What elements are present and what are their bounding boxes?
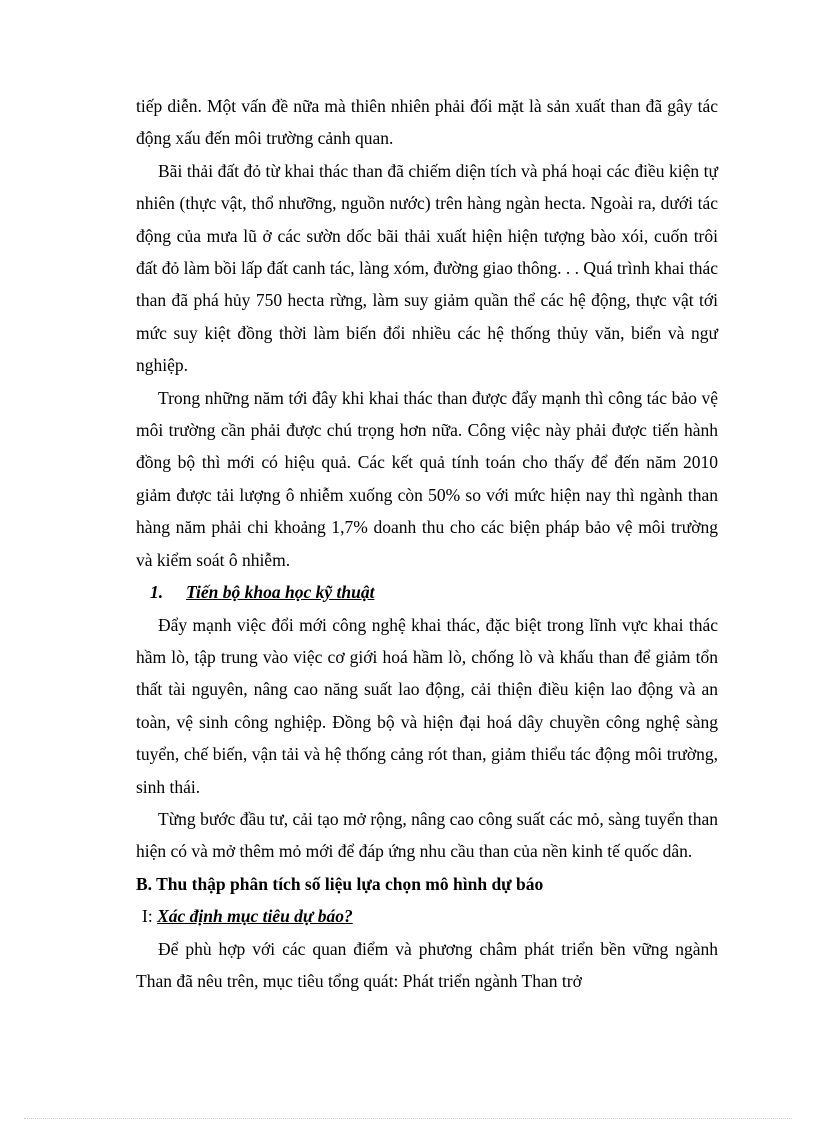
paragraph-investment: Từng bước đầu tư, cải tạo mở rộng, nâng cao công suất các mỏ, sàng tuyển than hiện có và mở thêm mỏ mới để đáp ứng nhu cầu than của nền kinh tế quốc dân.: [136, 808, 718, 862]
heading-title: Tiến bộ khoa học kỹ thuật: [186, 582, 375, 603]
heading-number: 1.: [150, 582, 164, 603]
paragraph-continuation: tiếp diễn. Một vấn đề nữa mà thiên nhiên phải đối mặt là sản xuất than đã gây tác động xấu đến môi trường cảnh quan.: [136, 96, 718, 149]
subheading-forecast-goal: [136, 900, 718, 932]
subheading-title: Xác định mục tiêu dự báo?: [157, 906, 353, 927]
section-b-heading: B. Thu thập phân tích số liệu lựa chọn mô hình dự báo: [136, 873, 544, 894]
paragraph-waste-dumps: Bãi thải đất đỏ từ khai thác than đã chiếm diện tích và phá hoại các điều kiện tự nhiên (thực vật, thổ nhưỡng, nguồn nước) trên hàng ngàn hecta. Ngoài ra, dưới tác động của mưa lũ ở các sườn dốc bãi thải xuất hiện hiện tượng bào xói, cuốn trôi đất đỏ làm bồi lấp đất canh tác, làng xóm, đường giao thông. . . Quá trình khai thác than đã phá hủy 750 hecta rừng, làm suy giảm quần thể các hệ động, thực vật tới mức suy kiệt đồng thời làm biến đổi nhiều các hệ thống thủy văn, biển và ngư nghiệp.: [136, 160, 719, 376]
page-bottom-rule: [24, 1118, 792, 1119]
paragraph-general-goal: Để phù hợp với các quan điểm và phương châm phát triển bền vững ngành Than đã nêu trên, mục tiêu tổng quát: Phát triển ngành Than trở: [136, 938, 718, 991]
document-body: [136, 90, 718, 997]
subheading-prefix: I:: [142, 906, 153, 927]
heading-technical-progress: [136, 576, 718, 608]
paragraph-technology-innovation: Đẩy mạnh việc đổi mới công nghệ khai thác, đặc biệt trong lĩnh vực khai thác hầm lò, tập trung vào việc cơ giới hoá hầm lò, chống lò và khấu than để giảm tổn thất tài nguyên, nâng cao năng suất lao động, cải thiện điều kiện lao động và an toàn, vệ sinh công nghiệp. Đồng bộ và hiện đại hoá dây chuyền công nghệ sàng tuyển, chế biến, vận tải và hệ thống cảng rót than, giảm thiểu tác động môi trường, sinh thái.: [136, 614, 718, 797]
paragraph-environment-protection: Trong những năm tới đây khi khai thác than được đẩy mạnh thì công tác bảo vệ môi trường cần phải được chú trọng hơn nữa. Công việc này phải được tiến hành đồng bộ thì mới có hiệu quả. Các kết quả tính toán cho thấy để đến năm 2010 giảm được tải lượng ô nhiễm xuống còn 50% so với mức hiện nay thì ngành than hàng năm phải chi khoảng 1,7% doanh thu cho các biện pháp bảo vệ môi trường và kiểm soát ô nhiễm.: [136, 387, 718, 570]
